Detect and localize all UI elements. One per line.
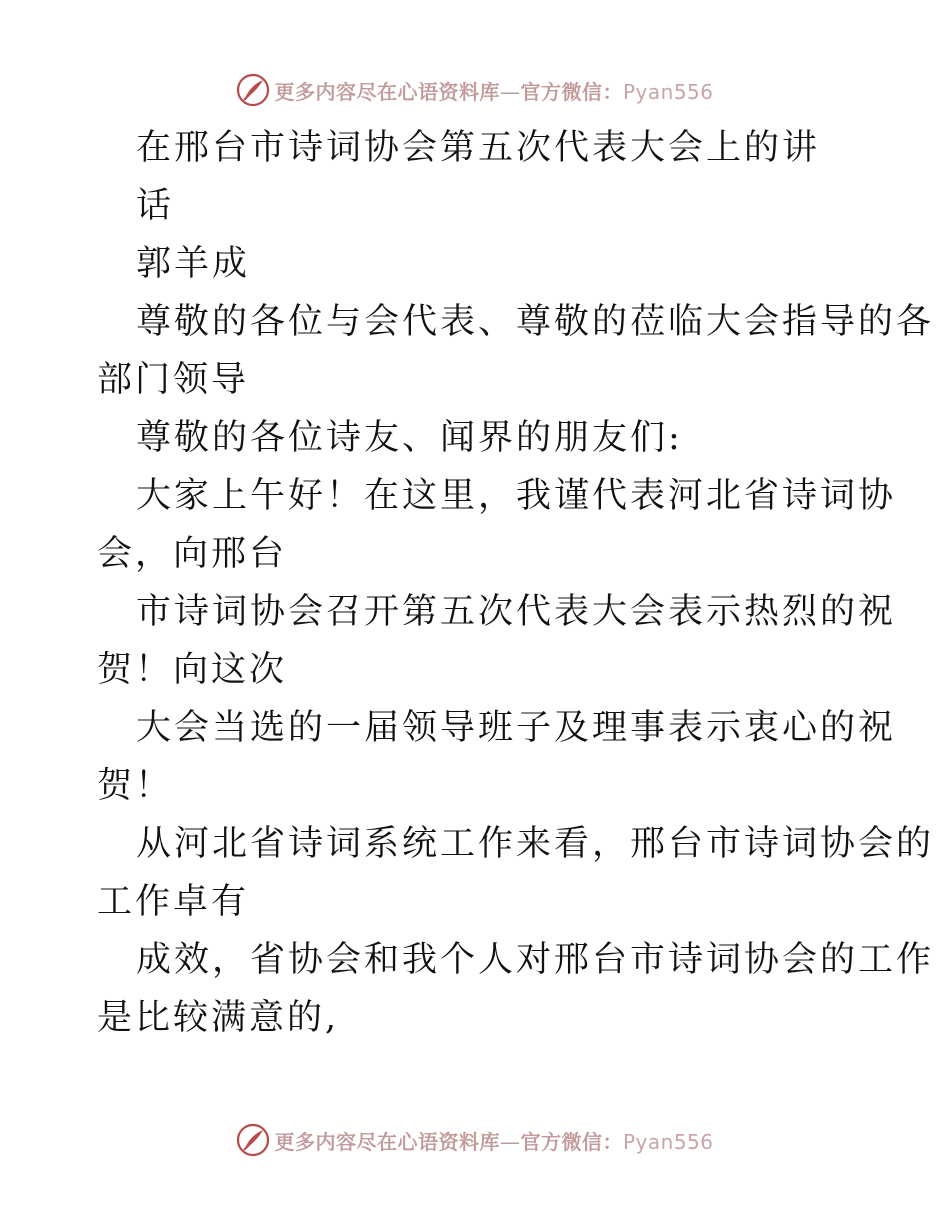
header-watermark: [0, 70, 950, 110]
doc-line: 大会当选的一届领导班子及理事表示衷心的祝: [136, 708, 897, 748]
doc-line: 郭羊成: [136, 244, 251, 284]
watermark-library-name: 更多内容尽在心语资料库: [274, 79, 500, 104]
quill-logo-icon: [236, 1123, 270, 1157]
doc-line: 大家上午好！在这里，我谨代表河北省诗词协: [136, 476, 897, 516]
quill-logo-icon: [236, 73, 270, 107]
doc-line: 工作卓有: [97, 882, 250, 922]
watermark-wechat-label: 官方微信：: [520, 79, 623, 104]
watermark-wechat-id: Pyan556: [622, 1129, 714, 1154]
doc-line: 贺！向这次: [97, 650, 288, 690]
watermark-dash: —: [499, 79, 521, 104]
doc-line: 话: [136, 186, 175, 226]
doc-line: 市诗词协会召开第五次代表大会表示热烈的祝: [136, 592, 897, 632]
doc-line: 尊敬的各位诗友、闻界的朋友们:: [136, 418, 683, 458]
doc-line: 是比较满意的,: [97, 998, 340, 1038]
footer-watermark: [0, 1120, 950, 1160]
doc-line: 尊敬的各位与会代表、尊敬的莅临大会指导的各: [136, 302, 935, 342]
watermark-dash: —: [499, 1129, 521, 1154]
watermark-text: [274, 1126, 713, 1155]
doc-line: 部门领导: [97, 360, 250, 400]
doc-line: 在邢台市诗词协会第五次代表大会上的讲: [136, 128, 821, 168]
doc-line: 贺！: [97, 766, 174, 806]
watermark-text: [274, 76, 713, 105]
watermark-library-name: 更多内容尽在心语资料库: [274, 1129, 500, 1154]
doc-line: 成效，省协会和我个人对邢台市诗词协会的工作: [136, 940, 935, 980]
watermark-wechat-id: Pyan556: [622, 79, 714, 104]
doc-line: 会，向邢台: [97, 534, 288, 574]
watermark-wechat-label: 官方微信：: [520, 1129, 623, 1154]
doc-line: 从河北省诗词系统工作来看，邢台市诗词协会的: [136, 824, 935, 864]
